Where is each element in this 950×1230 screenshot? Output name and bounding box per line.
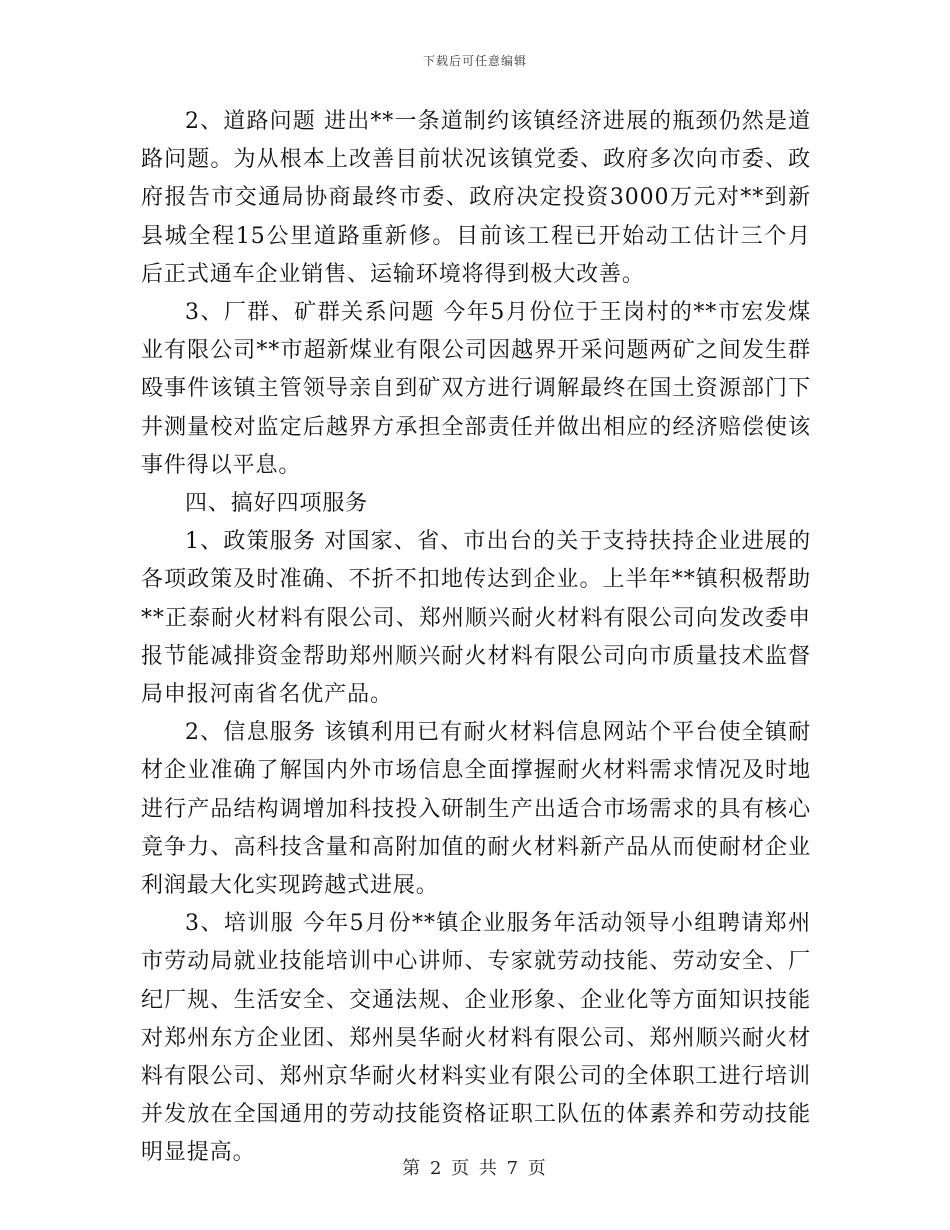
- paragraph-road-problem: 2、道路问题 进出**一条道制约该镇经济进展的瓶颈仍然是道路问题。为从根本上改善目前状况该镇党委、政府多次向市委、政府报告市交通局协商最终市委、政府决定投资3000万元对**到新县城全程15公里道路重新修。目前该工程已开始动工估计三个月后正式通车企业销售、运输环境将得到极大改善。: [141, 109, 811, 287]
- document-body: [141, 103, 811, 1173]
- paragraph-factory-mine-relations: 3、厂群、矿群关系问题 今年5月份位于王岗村的**市宏发煤业有限公司**市超新煤业有限公司因越界开采问题两矿之间发生群殴事件该镇主管领导亲自到矿双方进行调解最终在国土资源部门下井测量校对监定后越界方承担全部责任并做出相应的经济赔偿使该事件得以平息。: [141, 300, 811, 478]
- section-heading-four-services: 四、搞好四项服务: [185, 491, 369, 517]
- paragraph-policy-service: 1、政策服务 对国家、省、市出台的关于支持扶持企业进展的各项政策及时准确、不折不扣地传达到企业。上半年**镇积极帮助**正泰耐火材料有限公司、郑州顺兴耐火材料有限公司向发改委申报节能减排资金帮助郑州顺兴耐火材料有限公司向市质量技术监督局申报河南省名优产品。: [141, 529, 811, 708]
- page-header-note: 下载后可任意编辑: [422, 54, 527, 68]
- page-number: 第 2 页 共 7 页: [402, 1158, 548, 1179]
- paragraph-information-service: 2、信息服务 该镇利用已有耐火材料信息网站个平台使全镇耐材企业准确了解国内外市场信息全面撑握耐火材料需求情况及时地进行产品结构调增加科技投入研制生产出适合市场需求的具有核心竟争力、高科技含量和高附加值的耐火材料新产品从而使耐材企业利润最大化实现跨越式进展。: [141, 720, 811, 899]
- paragraph-training-service: 3、培训服 今年5月份**镇企业服务年活动领导小组聘请郑州市劳动局就业技能培训中心讲师、专家就劳动技能、劳动安全、厂纪厂规、生活安全、交通法规、企业形象、企业化等方面知识技能对郑州东方企业团、郑州昊华耐火材料有限公司、郑州顺兴耐火材料有限公司、郑州京华耐火材料实业有限公司的全体职工进行培训并发放在全国通用的劳动技能资格证职工队伍的体素养和劳动技能明显提高。: [141, 911, 811, 1166]
